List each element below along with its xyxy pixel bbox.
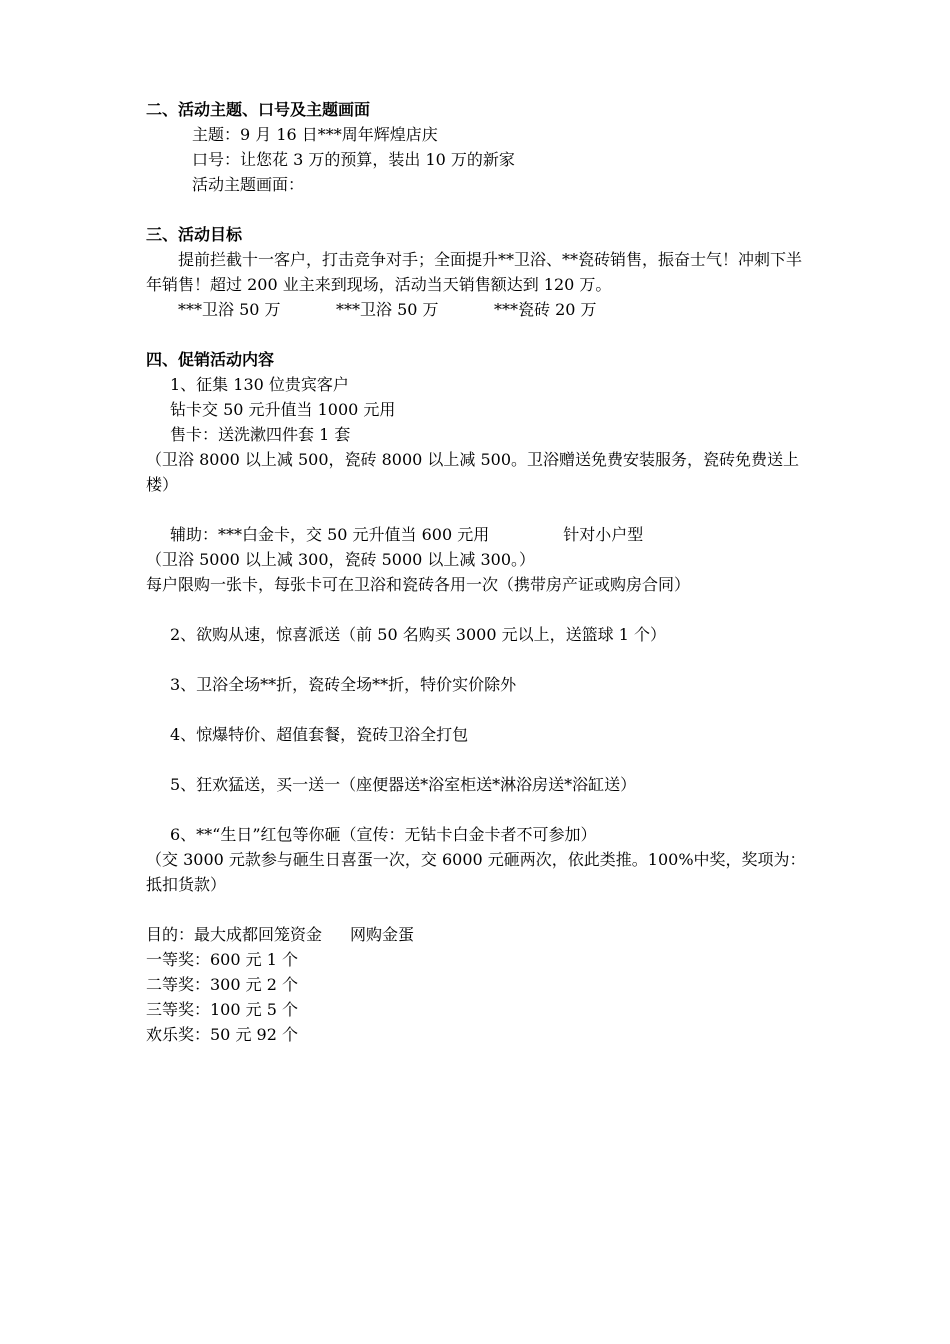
card-sale-line: 售卡：送洗漱四件套 1 套 xyxy=(170,425,351,444)
section2-heading: 二、活动主题、口号及主题画面 xyxy=(146,100,371,119)
spacer xyxy=(146,747,816,772)
slogan-line: 口号：让您花 3 万的预算，装出 10 万的新家 xyxy=(192,150,515,169)
goal-paragraph: 提前拦截十一客户，打击竞争对手；全面提升**卫浴、**瓷砖销售，振奋士气！冲刺下半年销售！超过 200 业主来到现场，活动当天销售额达到 120 万。 xyxy=(146,250,803,294)
platinum-card-line xyxy=(146,522,816,547)
item4-line: 4、惊爆特价、超值套餐，瓷砖卫浴全打包 xyxy=(170,725,469,744)
purpose-line xyxy=(146,922,816,947)
spacer xyxy=(146,897,816,922)
platinum-card-text: 辅助：***白金卡，交 50 元升值当 600 元用 xyxy=(170,525,490,544)
item6-title: 6、**“生日”红包等你砸（宣传：无钻卡白金卡者不可参加） xyxy=(170,825,597,844)
section3-heading: 三、活动目标 xyxy=(146,225,243,244)
item1-title: 1、征集 130 位贵宾客户 xyxy=(170,375,349,394)
spacer xyxy=(146,697,816,722)
theme-line: 主题：9 月 16 日***周年辉煌店庆 xyxy=(192,125,438,144)
item3-line: 3、卫浴全场**折，瓷砖全场**折，特价实价除外 xyxy=(170,675,517,694)
spacer xyxy=(146,497,816,522)
purpose-text: 目的：最大成都回笼资金 xyxy=(146,925,323,944)
item5-line: 5、狂欢猛送，买一送一（座便器送*浴室柜送*淋浴房送*浴缸送） xyxy=(170,775,637,794)
prize-line: 二等奖：300 元 2 个 xyxy=(146,975,298,994)
theme-visual-line: 活动主题画面： xyxy=(192,175,305,194)
spacer xyxy=(146,597,816,622)
prize-line: 一等奖：600 元 1 个 xyxy=(146,950,298,969)
sales-targets xyxy=(146,297,816,322)
prize-line: 欢乐奖：50 元 92 个 xyxy=(146,1025,298,1044)
card-limit-line: 每户限购一张卡，每张卡可在卫浴和瓷砖各用一次（携带房产证或购房合同） xyxy=(146,575,691,594)
diamond-card-line: 钻卡交 50 元升值当 1000 元用 xyxy=(170,400,396,419)
target-item: ***卫浴 50 万 xyxy=(336,300,439,319)
section4-heading: 四、促销活动内容 xyxy=(146,350,275,369)
target-item: ***卫浴 50 万 xyxy=(178,300,281,319)
small-unit-target: 针对小户型 xyxy=(563,525,644,544)
document-page xyxy=(146,97,816,1047)
platinum-note: （卫浴 5000 以上减 300，瓷砖 5000 以上减 300。） xyxy=(146,550,536,569)
spacer xyxy=(146,647,816,672)
target-item: ***瓷砖 20 万 xyxy=(494,300,597,319)
spacer xyxy=(146,197,816,222)
item1-note: （卫浴 8000 以上减 500，瓷砖 8000 以上减 500。卫浴赠送免费安装服务，瓷砖免费送上楼） xyxy=(146,450,800,494)
item2-line: 2、欲购从速，惊喜派送（前 50 名购买 3000 元以上，送篮球 1 个） xyxy=(170,625,666,644)
purpose-extra: 网购金蛋 xyxy=(350,925,415,944)
prize-line: 三等奖：100 元 5 个 xyxy=(146,1000,298,1019)
spacer xyxy=(146,322,816,347)
item6-note: （交 3000 元款参与砸生日喜蛋一次，交 6000 元砸两次，依此类推。100%中奖，奖项为：抵扣货款） xyxy=(146,850,806,894)
spacer xyxy=(146,797,816,822)
